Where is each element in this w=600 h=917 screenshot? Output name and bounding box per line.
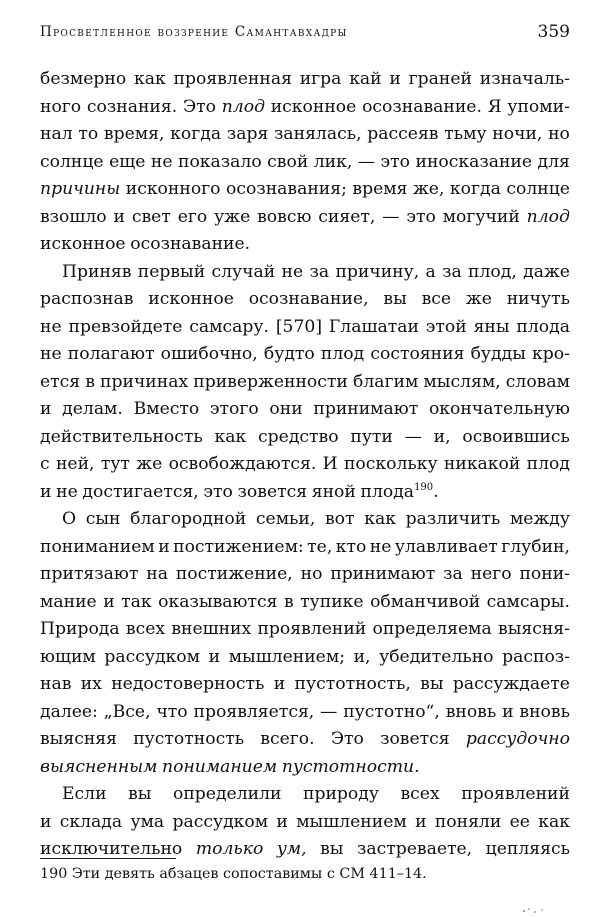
word: то [78,124,99,144]
word: вы [320,839,344,859]
word: как [364,509,396,529]
word: так [121,591,152,612]
word: вы [128,784,152,804]
word: вновь [519,701,570,722]
word: проявлений [461,784,570,804]
word: исключительно [40,839,183,859]
word: определяема [372,619,492,639]
word: пустотность [133,729,245,749]
word: вы [420,674,444,694]
text-line [40,286,570,314]
word: и [40,399,52,419]
word: и [502,701,514,722]
word: и [158,536,170,557]
word: — [404,426,422,447]
word: пони- [519,564,570,584]
word: как [134,69,166,89]
word: ного [40,96,82,117]
word: проявленная [173,69,292,89]
word: как [214,426,247,447]
word: ума [130,811,165,832]
word: солнце [40,151,104,172]
word: не [40,316,62,337]
word: застреваете, [356,839,473,859]
word: него [470,564,512,584]
running-head-title: Просветленное воззрение Самантавхадры [40,24,348,40]
word: освобождаются. [168,454,317,474]
word: все [421,289,452,309]
word: ней, [55,454,95,474]
word: нал [40,124,73,144]
word: распоз- [502,646,570,667]
word: состояния [370,344,465,364]
word: пути [350,426,393,447]
word: плод [320,344,365,364]
word: зовется [380,729,450,749]
word: не [40,344,62,364]
word: делам. [62,399,123,419]
word: будды [470,344,526,364]
word: пустотно“, [343,701,440,722]
word: будто [263,344,315,364]
word: рассуждаете [452,674,570,694]
word: за [443,564,463,584]
word: принимают [313,399,419,419]
word: кай [349,69,382,89]
word: это [203,481,233,502]
word: они [269,399,303,419]
word: и [103,591,115,612]
word: это [380,151,410,172]
word: всего. [260,729,315,749]
word: для [537,151,570,172]
text-line [40,396,570,424]
word: не [281,261,304,282]
word: с [40,454,50,474]
word: осознавание. [362,96,482,117]
text-line [40,671,570,699]
word: солнце [506,179,570,199]
italic-word: ум, [276,839,307,859]
text-line [40,231,570,259]
word: граней [408,69,472,89]
word: определили [172,784,282,804]
word: выясня- [498,619,570,639]
word: и, [433,426,451,447]
word: и, [353,646,371,667]
text-line [40,341,570,369]
text-line [40,94,570,122]
text-line [40,754,570,782]
word: самсары. [486,591,570,612]
word: всех [125,619,166,639]
text-line [40,314,570,342]
word: время [352,179,408,199]
text-line [40,781,570,809]
word: плода$^{190}$. [360,481,439,502]
word: и [40,481,52,502]
body-text [40,66,570,864]
word: Если [62,784,107,804]
word: исконное [40,234,126,254]
word: [570] [275,316,323,337]
word: заря [226,124,269,144]
word: между [509,509,570,529]
word: рассеяв [367,124,439,144]
italic-word: пустотности. [281,756,420,777]
word: различить [405,509,501,529]
text-line [40,534,570,562]
scan-specks [520,905,560,915]
word: ется [40,371,81,392]
word: не [369,536,392,557]
word: изначаль- [479,69,570,89]
word: всех [400,784,440,804]
word: самсару. [189,316,269,337]
word: плода [516,316,570,337]
word: . [433,481,439,502]
word: яны [473,316,510,337]
word: могучий [442,206,520,227]
italic-word: причины [40,179,121,199]
word: исконное [148,289,234,309]
word: свой [267,151,309,172]
word: исконного [125,179,221,199]
text-line [40,176,570,204]
word: тьму [444,124,487,144]
word: осознавание. [130,234,251,254]
word: пустотность, [294,674,411,694]
word: рассудком [172,811,269,832]
word: — [320,701,338,722]
word: еще [109,151,146,172]
word: первый [137,261,206,282]
word: Это [182,96,216,117]
word: плод [526,454,570,474]
word: распознав [40,289,134,309]
text-line [40,506,570,534]
word: проявлений [257,619,367,639]
text-line [40,561,570,589]
word: принимают [330,564,436,584]
word: улавливает [394,536,498,557]
word: проявляется, [193,701,315,722]
italic-word: плод [526,206,570,227]
word: свет [131,206,171,227]
footnote: 190 Эти девять абзацев сопоставимы с СМ 411–14. [40,866,427,882]
word: за [309,261,330,282]
word: занялась, [274,124,362,144]
word: Приняв [62,261,132,282]
text-line [40,259,570,287]
word: случай [211,261,276,282]
word: и [276,811,288,832]
word: словам [505,371,570,392]
italic-word: рассудочно [465,729,570,749]
word: природу [302,784,379,804]
word: окончательную [428,399,570,419]
word: постижение, [175,564,293,584]
word: — [357,151,376,172]
text-line [40,589,570,617]
word: не [150,151,173,172]
word: Вместо [133,399,200,419]
word: причинах [100,371,189,392]
word: в [85,371,95,392]
word: упоми- [507,96,570,117]
word: мание [40,591,97,612]
word: причину, [335,261,420,282]
word: яной [311,481,356,502]
word: кто [335,536,367,557]
word: же [465,289,492,309]
word: пониманием [40,536,155,557]
word: склада [59,811,123,832]
word: убедительно [379,646,494,667]
word: вовсю [257,206,312,227]
word: этой [425,316,467,337]
italic-word: только [195,839,264,859]
word: оказываются [158,591,278,612]
word: внешних [171,619,252,639]
word: постижением: [173,536,304,557]
word: ночи, [492,124,543,144]
word: Глашатаи [328,316,419,337]
word: средство [258,426,339,447]
text-line [40,726,570,754]
text-line [40,699,570,727]
word: сын [85,509,121,529]
word: поскольку [343,454,438,474]
word: осознавание, [248,289,369,309]
word: как [538,811,570,832]
word: сияет, [318,206,376,227]
page-number: 359 [537,22,570,42]
text-line [40,121,570,149]
word: никакой [443,454,521,474]
word: и [389,69,401,89]
word: ее [509,811,530,832]
word: полагают [67,344,155,364]
word: безмерно [40,69,127,89]
text-line [40,424,570,452]
word: кро- [532,344,570,364]
word: „Все, [103,701,151,722]
word: уже [214,206,251,227]
text-line [40,479,570,507]
footnote-rule [40,858,176,859]
text-line [40,451,570,479]
word: вновь [445,701,497,722]
italic-word: плод [221,96,265,117]
word: в [283,591,294,612]
word: и [415,811,427,832]
footnote-marker: 190 [414,481,434,493]
word: притязают [40,564,139,584]
word: мыслям, [423,371,501,392]
word: цепляясь [485,839,570,859]
word: О [62,509,77,529]
italic-word: выясненным [40,756,158,777]
text-line [40,66,570,94]
word: но [548,124,570,144]
word: его [177,206,208,227]
word: осознавания; [226,179,347,199]
word: лик, [313,151,353,172]
text-line [40,836,570,864]
word: не [56,481,78,502]
word: исконное [270,96,357,117]
word: Это [330,729,364,749]
word: же [136,454,163,474]
word: действительность [40,426,203,447]
text-line [40,644,570,672]
text-line [40,369,570,397]
word: что [156,701,188,722]
word: и [208,646,221,667]
word: далее: [40,701,98,722]
word: поняли [434,811,502,832]
word: ющим [40,646,96,667]
word: и [273,674,286,694]
word: за [442,261,462,282]
word: Я [487,96,502,117]
word: достигается, [82,481,199,502]
word: обманчивой [370,591,481,612]
word: мышлением; [228,646,346,667]
word: недостоверность [111,674,265,694]
word: вот [325,509,355,529]
word: взошло [40,206,107,227]
word: на [146,564,168,584]
word: иносказание [415,151,533,172]
word: показало [178,151,262,172]
word: — [382,206,400,227]
word: игра [299,69,342,89]
word: когда [449,179,501,199]
italic-word: пониманием [162,756,278,777]
word: этого [209,399,259,419]
word: выясняя [40,729,117,749]
word: нав [40,674,72,694]
word: но [300,564,323,584]
word: даже [523,261,570,282]
word: приверженности [193,371,348,392]
word: ничуть [506,289,570,309]
word: их [80,674,102,694]
word: семьи, [255,509,316,529]
text-line [40,809,570,837]
word: тут [100,454,130,474]
word: ошибочно, [160,344,258,364]
word: освоившись [462,426,570,447]
word: благим [352,371,419,392]
word: тупике [300,591,364,612]
word: плод, [468,261,517,282]
running-head [40,22,570,46]
word: мышлением [296,811,407,832]
word: вы [383,289,407,309]
word: благородной [130,509,247,529]
word: те, [307,536,333,557]
word: сознания. [86,96,178,117]
word: а [425,261,436,282]
word: Природа [40,619,120,639]
word: и [40,811,52,832]
word: И [322,454,338,474]
word: время, [103,124,165,144]
word: глубин, [501,536,570,557]
text-line [40,149,570,177]
word: же, [412,179,445,199]
word: зовется [237,481,308,502]
word: и [113,206,125,227]
word: превзойдете [68,316,183,337]
word: это [406,206,436,227]
text-line [40,204,570,232]
word: рассудком [104,646,201,667]
text-line [40,616,570,644]
word: когда [170,124,222,144]
